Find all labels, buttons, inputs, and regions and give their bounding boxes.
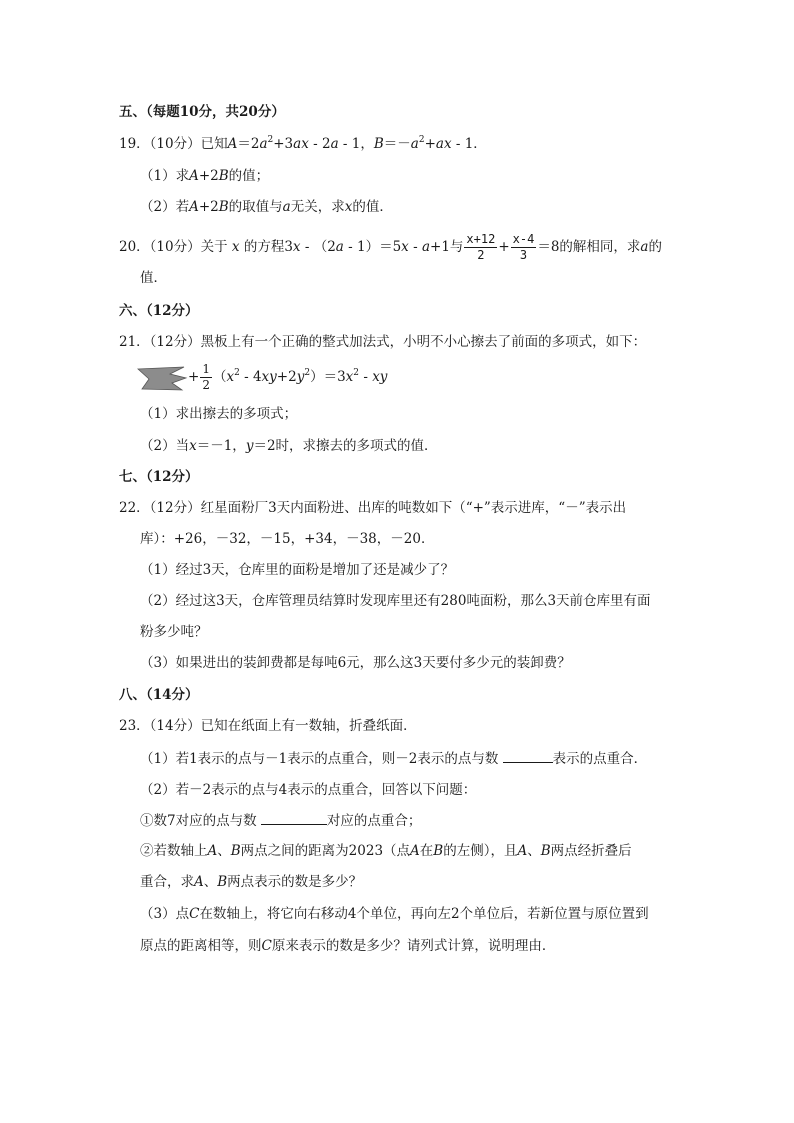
question-23-part-2-sub-2: ②若数轴上A、B两点之间的距离为2023（点A在B的左侧），且A、B两点经折叠后 (140, 843, 632, 859)
question-23-part-2-sub-1: ①数7对应的点与数 对应的点重合； (140, 810, 421, 831)
fraction-one-half: $\frac{1}{2}$ (202, 362, 210, 392)
question-22-stem: 22．（12分）红星面粉厂3天内面粉进、出库的吨数如下（“+”表示进库，“－”表示出 (119, 500, 627, 516)
question-22-part-1: （1）经过3天，仓库里的面粉是增加了还是减少了？ (140, 562, 455, 578)
question-19-stem: 19．（10分）已知$A=2a^2+3ax - 2a - 1$，$B=-a^2+ax - 1$． (119, 135, 487, 152)
fraction-x-minus-4-over-3: $\frac{x-4}{3}$ (512, 232, 535, 262)
question-23-part-3: （3）点C在数轴上，将它向右移动4个单位，再向左2个单位后，若新位置与原位置到 (140, 906, 649, 922)
erased-polynomial-icon (136, 365, 188, 391)
question-23-stem: 23．（14分）已知在纸面上有一数轴，折叠纸面． (119, 718, 417, 734)
question-19-part-2: （2）若A+2B的取值与a无关，求x的值． (140, 199, 393, 215)
question-23-part-3-continuation: 原点的距离相等，则C原来表示的数是多少？请列式计算，说明理由． (140, 938, 556, 954)
question-21-part-2: （2）当x＝－1，y＝2时，求擦去的多项式的值． (140, 438, 438, 454)
question-23-part-2-sub-2-continuation: 重合，求A、B两点表示的数是多少？ (140, 874, 363, 890)
question-22-part-2-continuation: 粉多少吨？ (140, 624, 208, 640)
question-22-continuation: 库）：+26，－32，－15，+34，－38，－20． (140, 531, 435, 547)
question-20-continuation: 值． (140, 270, 167, 286)
question-20-stem: 20．（10分）关于 x 的方程3x - （2a - 1）＝5x - a+1与 $\frac{x+12}{2}$ + $\frac{x-4}{3}$ ＝8的解相同，求a的 (119, 232, 662, 262)
section-heading-8: 八、（14分） (119, 687, 199, 703)
section-heading-5: 五、（每题10分，共20分） (119, 104, 285, 120)
question-23-part-2: （2）若－2表示的点与4表示的点重合，回答以下问题： (140, 782, 477, 798)
section-heading-6: 六、（12分） (119, 303, 199, 319)
section-heading-7: 七、（12分） (119, 469, 199, 485)
question-23-part-1: （1）若1表示的点与－1表示的点重合，则－2表示的点与数 表示的点重合． (140, 748, 647, 769)
question-21-stem: 21．（12分）黑板上有一个正确的整式加法式，小明不小心擦去了前面的多项式，如下： (119, 334, 647, 350)
question-21-equation: + $\frac{1}{2}$ $(x^2 - 4xy+2y^2)=3x^2$ - xy (136, 361, 387, 393)
fraction-x-plus-12-over-2: $\frac{x+12}{2}$ (466, 232, 496, 262)
answer-blank-2[interactable] (261, 810, 327, 825)
question-22-part-2: （2）经过这3天，仓库管理员结算时发现库里还有280吨面粉，那么3天前仓库里有面 (140, 593, 651, 609)
question-21-part-1: （1）求出擦去的多项式； (140, 406, 298, 422)
question-19-part-1: （1）求A+2B的值； (140, 168, 270, 184)
answer-blank-1[interactable] (503, 748, 553, 763)
question-22-part-3: （3）如果进出的装卸费都是每吨6元，那么这3天要付多少元的装卸费？ (140, 655, 571, 671)
